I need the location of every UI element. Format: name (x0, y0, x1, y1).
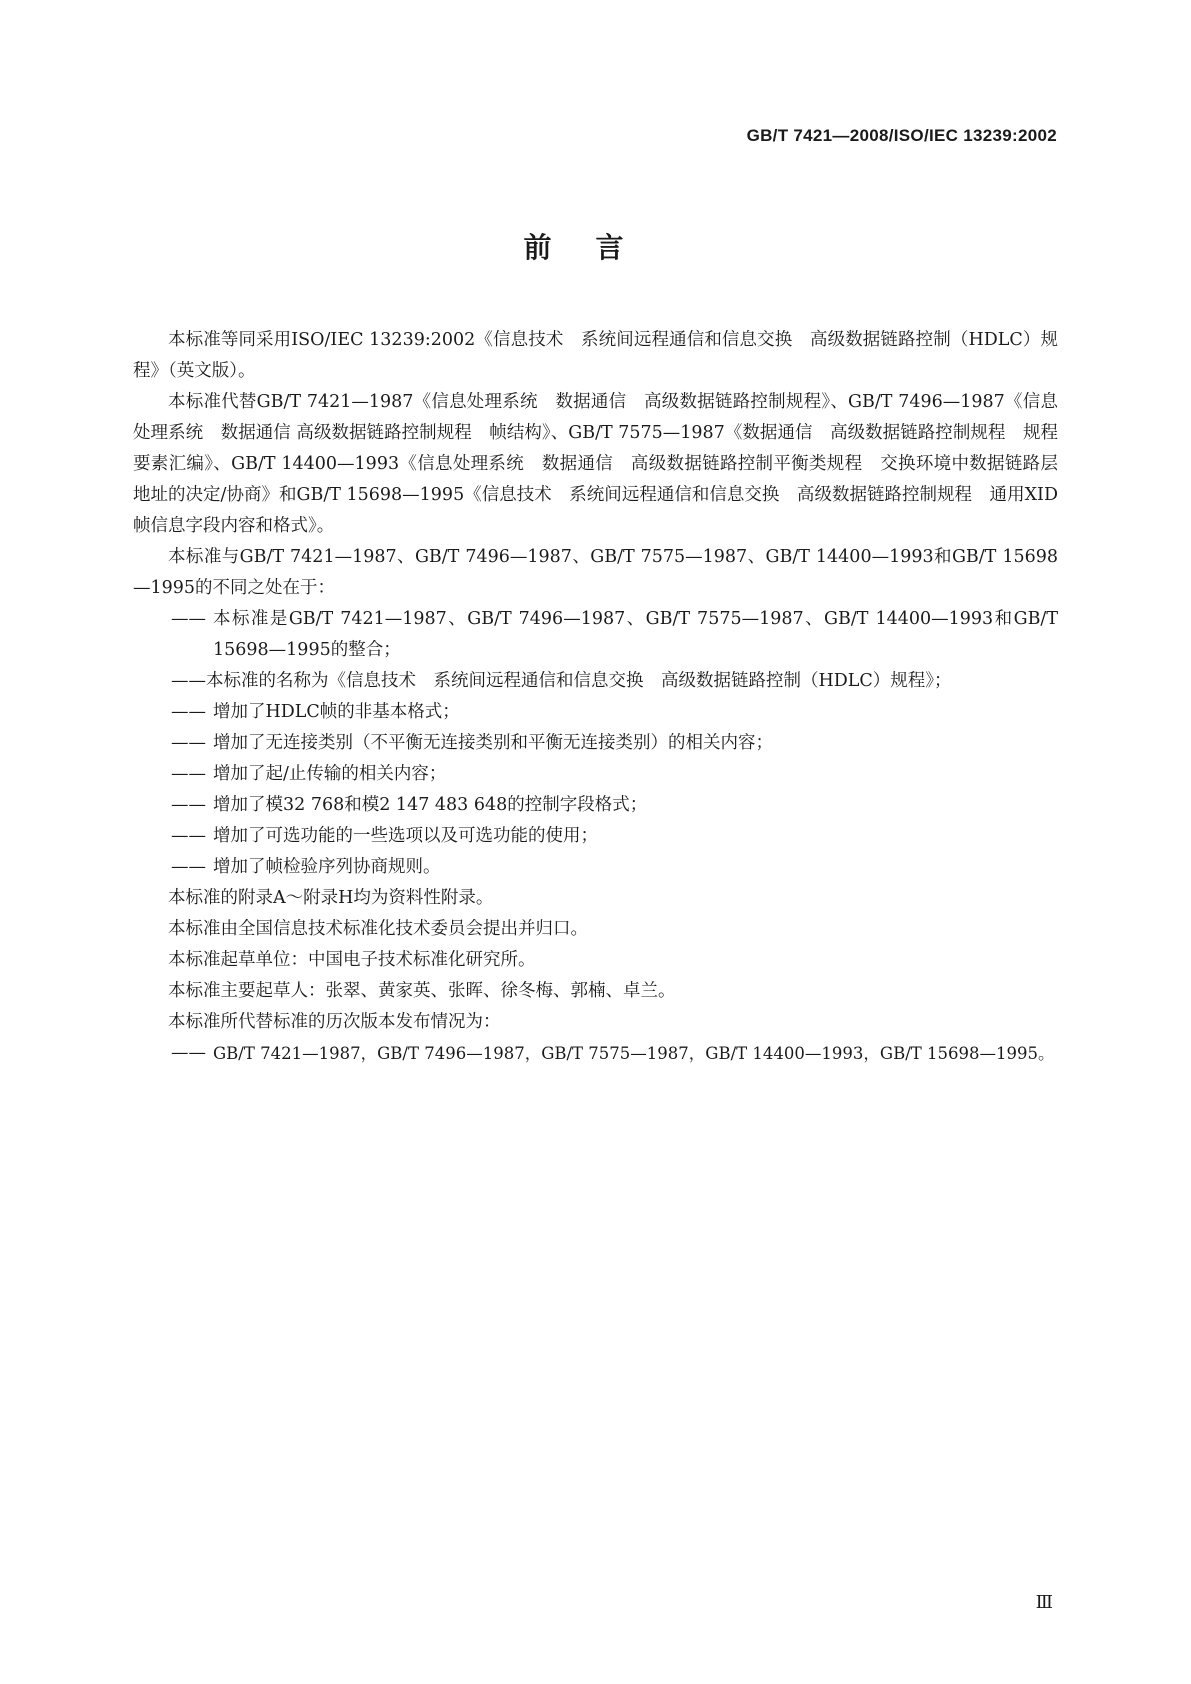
statement-drafting-unit: 本标准起草单位：中国电子技术标准化研究所。 (168, 950, 536, 970)
dash-marker: —— (171, 1043, 206, 1063)
list-item (133, 697, 1058, 728)
dash-marker: —— (171, 826, 206, 846)
list-item (133, 728, 1058, 759)
list-item-text: 增加了可选功能的一些选项以及可选功能的使用； (213, 826, 598, 846)
dash-marker: —— (171, 609, 206, 629)
paragraph-replaces: 本标准代替GB/T 7421—1987《信息处理系统 数据通信 高级数据链路控制规程》、GB/T 7496—1987《信息处理系统 数据通信 高级数据链路控制规程 帧结构》、GB/T 7575—1987《数据通信 高级数据链路控制规程 规程要素汇编》、GB/T 14400—1993《信息处理系统 数据通信 高级数据链路控制平衡类规程 交换环境中数据链路层地址的决定/协商》和GB/T 15698—1995《信息技术 系统间远程通信和信息交换 高级数据链路控制规程 通用XID帧信息字段内容和格式》。 (133, 392, 1058, 536)
document-body (133, 325, 1058, 1070)
list-item (133, 790, 1058, 821)
history-item (133, 1038, 1058, 1070)
paragraph-differences-intro: 本标准与GB/T 7421—1987、GB/T 7496—1987、GB/T 7575—1987、GB/T 14400—1993和GB/T 15698—1995的不同之处在于： (133, 547, 1058, 598)
dash-marker: —— (171, 857, 206, 877)
statement-drafters: 本标准主要起草人：张翠、黄家英、张晖、徐冬梅、郭楠、卓兰。 (168, 981, 676, 1001)
list-item-text: 增加了起/止传输的相关内容； (213, 764, 447, 784)
list-item-text: 增加了帧检验序列协商规则。 (213, 857, 441, 877)
dash-marker: —— (171, 702, 206, 722)
paragraph-adoption: 本标准等同采用ISO/IEC 13239:2002《信息技术 系统间远程通信和信息交换 高级数据链路控制（HDLC）规程》（英文版）。 (133, 330, 1058, 381)
list-item-text: 增加了无连接类别（不平衡无连接类别和平衡无连接类别）的相关内容； (213, 733, 773, 753)
dash-marker: —— (171, 795, 206, 815)
statement-history-intro: 本标准所代替标准的历次版本发布情况为： (168, 1012, 501, 1032)
list-item (133, 759, 1058, 790)
list-item (133, 852, 1058, 883)
list-item (133, 666, 1058, 697)
history-text: GB/T 7421—1987，GB/T 7496—1987，GB/T 7575—1987，GB/T 14400—1993，GB/T 15698—1995。 (213, 1044, 1055, 1063)
list-item-text: 增加了模32 768和模2 147 483 648的控制字段格式； (213, 795, 648, 815)
list-item-text: 本标准的名称为《信息技术 系统间远程通信和信息交换 高级数据链路控制（HDLC）规程》； (206, 671, 952, 691)
dash-marker: —— (171, 671, 206, 691)
page-number: Ⅲ (1035, 1592, 1053, 1613)
list-item-text: 增加了HDLC帧的非基本格式； (213, 702, 460, 722)
statement-proposer: 本标准由全国信息技术标准化技术委员会提出并归口。 (168, 919, 588, 939)
list-item-text: 本标准是GB/T 7421—1987、GB/T 7496—1987、GB/T 7575—1987、GB/T 14400—1993和GB/T 15698—1995的整合； (213, 609, 1058, 660)
standard-code-header: GB/T 7421—2008/ISO/IEC 13239:2002 (746, 126, 1057, 145)
list-item (133, 821, 1058, 852)
page-title: 前言 (523, 231, 668, 264)
statement-annexes: 本标准的附录A～附录H均为资料性附录。 (168, 888, 494, 908)
dash-marker: —— (171, 733, 206, 753)
list-item (133, 604, 1058, 666)
dash-marker: —— (171, 764, 206, 784)
